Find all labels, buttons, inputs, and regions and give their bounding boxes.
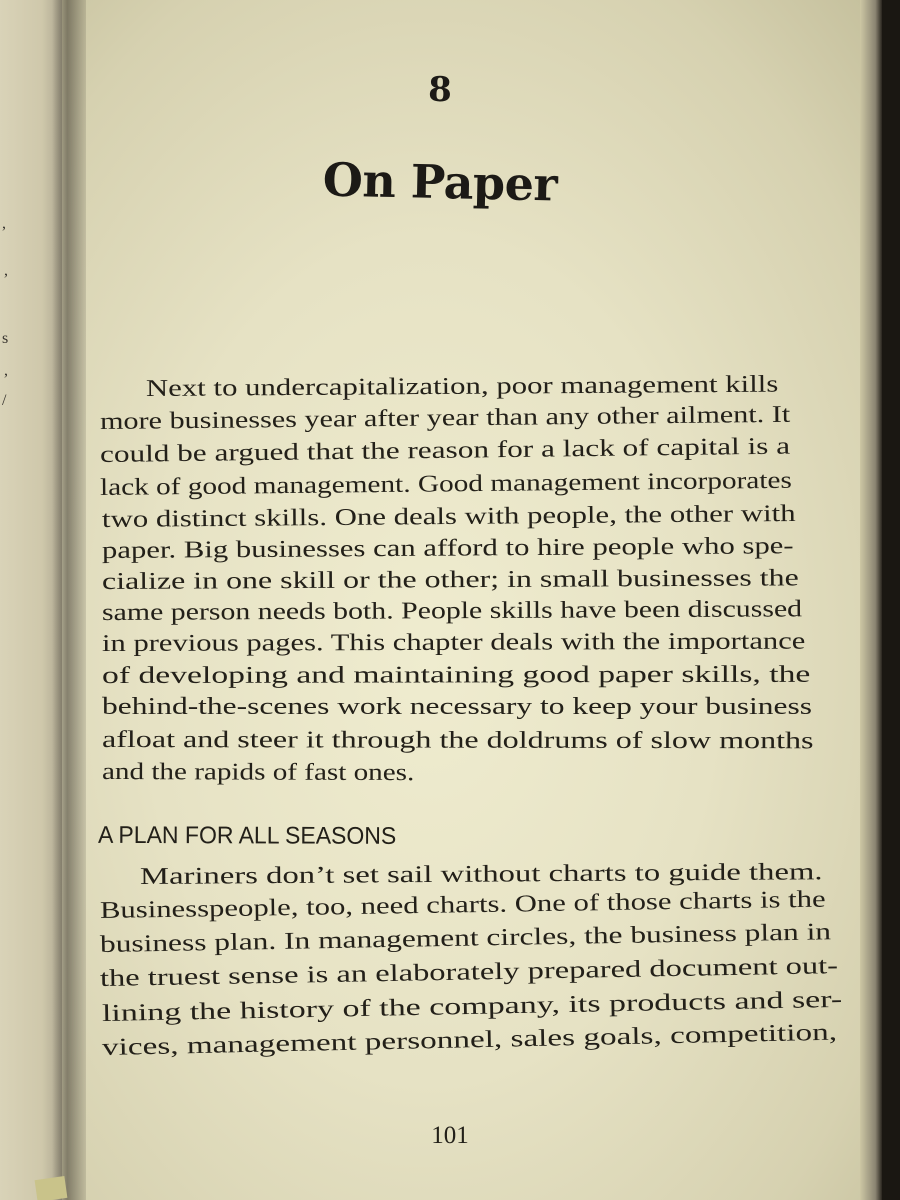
- text-line: paper. Big businesses can afford to hire people who spe-: [101, 533, 794, 564]
- section-heading: A PLAN FOR ALL SEASONS: [97, 820, 397, 850]
- text-line: of developing and maintaining good paper skills, the: [101, 661, 811, 689]
- text-line: vices, management personnel, sales goals, competition,: [101, 1019, 838, 1061]
- text-line: two distinct skills. One deals with people, the other with: [101, 500, 796, 533]
- text-line: lack of good management. Good management incorporates: [99, 467, 793, 501]
- text-line: Businesspeople, too, need charts. One of those charts is the: [99, 886, 826, 924]
- text-line: more businesses year after year than any other ailment. It: [99, 401, 791, 435]
- chapter-number: 8: [427, 69, 453, 111]
- right-page-edge: [860, 0, 882, 1200]
- text-line: could be argued that the reason for a lack of capital is a: [99, 433, 791, 468]
- text-line: business plan. In management circles, the business plan in: [99, 919, 832, 958]
- page-number: 101: [431, 1122, 469, 1149]
- text-line: Next to undercapitalization, poor management kills: [145, 371, 779, 402]
- paragraph-1: [99, 371, 814, 806]
- text-line: Mariners don’t set sail without charts to guide them.: [139, 859, 823, 890]
- left-page-fragment: s: [2, 330, 9, 347]
- text-line: afloat and steer it through the doldrums of slow months: [101, 727, 814, 755]
- text-line: the truest sense is an elaborately prepared document out-: [99, 953, 839, 992]
- text-line: behind-the-scenes work necessary to keep your business: [102, 694, 813, 720]
- left-page-fragment: ,: [4, 262, 8, 279]
- text-line: and the rapids of fast ones.: [101, 759, 415, 787]
- bookmark-ribbon: [35, 1176, 68, 1200]
- left-page-fragment: /: [2, 392, 7, 409]
- text-line: cialize in one skill or the other; in small businesses the: [101, 565, 799, 595]
- text-line: lining the history of the company, its products and ser-: [101, 986, 843, 1027]
- text-line: same person needs both. People skills have been discussed: [101, 596, 803, 626]
- left-page-fragment: ,: [2, 215, 6, 232]
- page-gutter: [52, 0, 86, 1200]
- paragraph-2: [99, 859, 845, 1094]
- left-page-fragment: ,: [4, 362, 8, 379]
- text-line: in previous pages. This chapter deals with the importance: [101, 628, 806, 657]
- chapter-title: On Paper: [322, 152, 558, 212]
